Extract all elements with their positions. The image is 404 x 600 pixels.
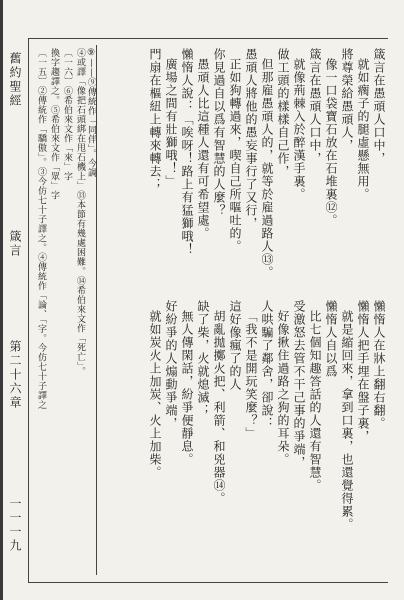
text-column: 愚頑人比這種人還有可希望處。 xyxy=(196,58,210,240)
text-column: 就像荊棘入於醉漢手裏。 xyxy=(292,58,306,201)
text-column: 懶惰人自以爲 xyxy=(324,300,338,378)
top-frame-rule xyxy=(28,38,388,39)
text-column: 將尊榮給愚頑人， xyxy=(340,48,354,152)
footnote-line: ④或譯「像把石頭綁在甩石機上」⑬本節有幾處困難。⑭希伯來文作「死亡」。 xyxy=(75,48,85,376)
page-number: 一一一九 xyxy=(8,497,22,553)
text-column: 胡亂拋擲火把、利箭、和兇器⑭。 xyxy=(212,310,226,505)
text-column: 懶惰人說：「唉呀！路上有猛獅哦！ xyxy=(180,48,194,256)
text-column: 箴言在愚頑人口中， xyxy=(372,48,386,165)
footnote-line: 〔一六〕⑥希伯來文作「來」字 xyxy=(62,48,72,181)
text-column: 缺了柴，火就熄滅； xyxy=(196,300,210,417)
bottom-frame-rule xyxy=(28,582,388,583)
text-column: 就如炭火上加炭、火上加柴。 xyxy=(148,310,162,479)
text-column: 就是縮回來，拿到口裏，也還覺得累。 xyxy=(340,310,354,531)
text-column: 比七個知趣答話的人還有智慧。 xyxy=(308,310,322,492)
text-column: 懶惰人把手埋在盤子裏， xyxy=(356,300,370,443)
footnote-line: 換字趨譯之。⑤希伯來文作「眾」字 xyxy=(49,48,59,200)
footnote-line: ⑨——⑨傳統作「同伴」。今調 xyxy=(86,48,96,178)
text-column: 人哄騙了鄰舍，卻說： xyxy=(260,300,274,430)
text-column: 做工頭的樣樣自己作， xyxy=(276,48,290,178)
text-column: 但那雇愚頑人的，就等於雇過路人⑬。 xyxy=(260,58,274,279)
page-binding-edge xyxy=(0,0,3,600)
text-column: 門扇在樞紐上轉來轉去； xyxy=(148,48,162,191)
text-column: 像一口袋寶石放在石堆裏⑫。 xyxy=(324,58,338,227)
text-column: 好紛爭的人煽動爭端， xyxy=(164,300,178,430)
text-column: 你見過自以爲有智慧的人麼？ xyxy=(212,48,226,217)
running-head-book-title: 舊約聖經 xyxy=(8,52,22,108)
footnote-separator-rule xyxy=(96,45,97,575)
running-head-book-name: 箴言 xyxy=(8,230,22,258)
header-divider-rule xyxy=(28,38,29,582)
footnote-line: 〔一五〕②傳統作「驕傲」。③今仿七十子譯之。④傳統作「論、「字。今仿七十子譯之 xyxy=(36,48,46,410)
text-column: 愚頑人將他的愚妄事行了又行， xyxy=(244,48,258,230)
text-column: 無人傳閑話，紛爭便靜息。 xyxy=(180,310,194,466)
text-column: 好像揪住過路之狗的耳朵。 xyxy=(276,310,290,466)
text-column: 就如瘸子的腿虛懸無用。 xyxy=(356,58,370,201)
running-head-chapter: 第二十六章 xyxy=(8,340,22,410)
text-column: 懶惰人在牀上翻右翻。 xyxy=(372,300,386,430)
text-column: 這好像瘋了的人 xyxy=(228,300,242,391)
text-column: 「我不是開玩笑麼？」 xyxy=(244,310,258,440)
text-column: 箴言在愚頑人口中， xyxy=(308,48,322,165)
text-column: 廣場之間有壯獅哦！」 xyxy=(164,58,178,188)
text-column: 受激怒去管不干己事的爭端， xyxy=(292,300,306,469)
text-column: 正如狗轉過來，喫自己所嘔吐的。 xyxy=(228,58,242,253)
